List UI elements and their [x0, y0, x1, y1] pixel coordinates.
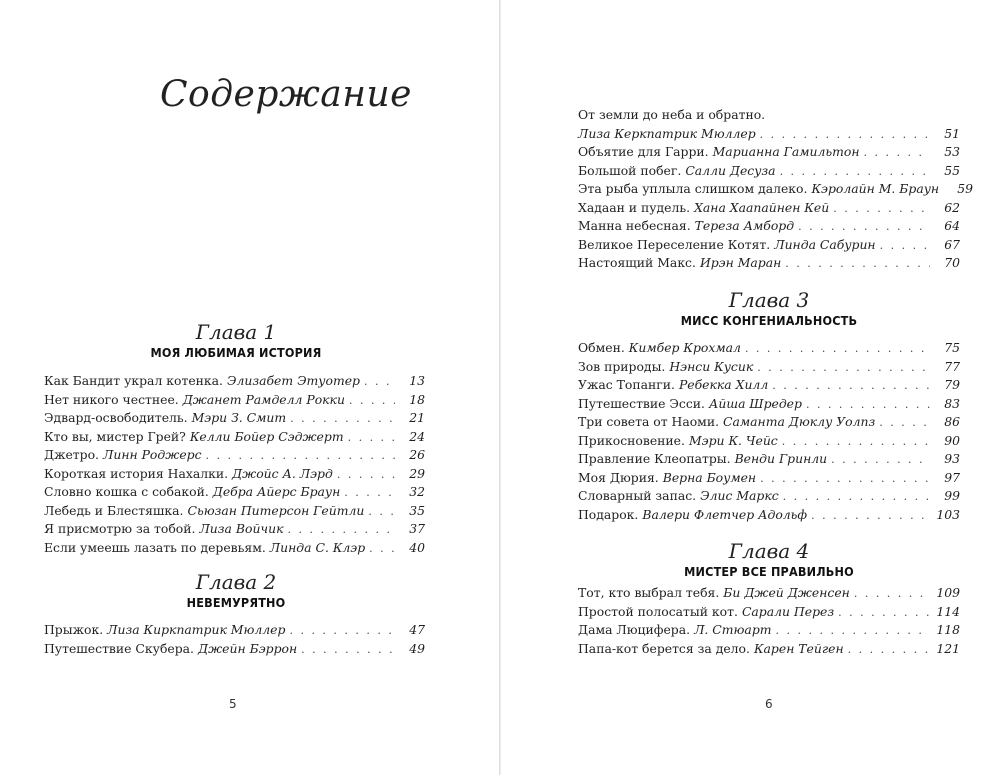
leader-dots [848, 641, 930, 660]
entry-title: Зов природы. [578, 358, 666, 374]
chapter-3-entries [578, 339, 960, 524]
leader-dots [348, 429, 395, 448]
entry-page: 118 [936, 622, 960, 637]
toc-entry [578, 217, 960, 236]
entry-author: Л. Стюарт [694, 622, 772, 637]
entry-page: 109 [936, 585, 960, 600]
entry-page: 29 [409, 465, 425, 481]
toc-entry [578, 640, 960, 659]
toc-entry [44, 446, 425, 465]
entry-author: Линда Сабурин [774, 236, 876, 252]
chapter-number: Глава 1 [195, 320, 277, 344]
leader-dots [364, 373, 395, 392]
leader-dots [833, 200, 930, 219]
chapter-1-entries [44, 372, 425, 557]
toc-entry [578, 358, 960, 377]
entry-author: Ирэн Маран [699, 255, 782, 270]
entry-title: Большой побег. [578, 162, 682, 178]
entry-title: Кто вы, мистер Грей? [44, 428, 186, 444]
entry-author: Сьюзан Питерсон Гейтли [187, 502, 365, 518]
entry-author: Нэнси Кусик [669, 358, 754, 374]
entry-author: Элис Маркс [700, 488, 779, 503]
entry-title: Ужас Топанги. [578, 377, 675, 392]
entry-author: Джойс А. Лэрд [232, 465, 333, 481]
toc-entry [578, 395, 960, 414]
entry-author: Марианна Гамильтон [712, 144, 860, 159]
entry-title: Настоящий Макс. [578, 255, 696, 270]
entry-author: Кимбер Крохмал [628, 340, 741, 355]
toc-entry [578, 143, 960, 162]
entry-title: Подарок. [578, 506, 639, 522]
page-number-left: 5 [229, 697, 237, 711]
entry-title: Объятие для Гарри. [578, 144, 709, 159]
entry-title: Путешествие Скубера. [44, 640, 195, 656]
contents-title: Содержание [160, 74, 412, 115]
entry-author: Линда С. Клэр [269, 539, 366, 555]
toc-entry [44, 483, 425, 502]
entry-author: Верна Боумен [662, 469, 757, 485]
entry-page: 77 [944, 358, 960, 374]
continued-story-title: От земли до неба и обратно. [578, 107, 766, 122]
left-page [0, 0, 499, 775]
toc-entry [578, 469, 960, 488]
toc-entry [578, 621, 960, 640]
entry-page: 40 [409, 539, 425, 555]
entry-author: Джанет Рамделл Рокки [182, 391, 345, 407]
leader-dots [288, 521, 395, 540]
entry-page: 79 [944, 377, 960, 392]
entry-author: Дебра Айерс Браун [212, 484, 341, 499]
entry-title: Если умеешь лазать по деревьям. [44, 539, 266, 555]
entry-page: 59 [957, 181, 974, 196]
entry-author: Валери Флетчер Адольф [642, 506, 808, 522]
entry-page: 67 [944, 236, 960, 252]
entry-author: Тереза Амборд [694, 218, 795, 233]
toc-entry [44, 640, 425, 659]
chapter-title: МОЯ ЛЮБИМАЯ ИСТОРИЯ [150, 345, 322, 360]
leader-dots [782, 433, 930, 452]
leader-dots [806, 396, 930, 415]
leader-dots [369, 540, 395, 559]
chapter-title: МИСТЕР ВСЕ ПРАВИЛЬНО [684, 564, 854, 579]
entry-page: 93 [944, 451, 960, 466]
chapter-number: Глава 4 [728, 539, 810, 563]
leader-dots [879, 414, 930, 433]
entry-title: Простой полосатый кот. [578, 603, 738, 619]
entry-title: Словарный запас. [578, 488, 697, 503]
continued-entries [578, 106, 974, 273]
chapter-title: МИСС КОНГЕНИАЛЬНОСТЬ [680, 313, 858, 328]
toc-entry [44, 520, 425, 539]
leader-dots [289, 622, 395, 641]
toc-entry [44, 372, 425, 391]
entry-author: Мэри З. Смит [191, 410, 287, 425]
entry-title: Дама Люцифера. [578, 622, 691, 637]
entry-title: Лебедь и Блестяшка. [44, 502, 184, 518]
entry-page: 75 [944, 340, 960, 355]
right-page [501, 0, 1000, 775]
entry-title: Три совета от Наоми. [578, 414, 720, 429]
leader-dots [838, 604, 930, 623]
entry-title: Эдвард-освободитель. [44, 410, 188, 425]
entry-page: 62 [944, 199, 960, 215]
entry-page: 53 [944, 144, 960, 159]
entry-title: Джетро. [44, 447, 99, 462]
toc-entry [578, 413, 960, 432]
entry-title: Эта рыба уплыла слишком далеко. [578, 181, 808, 196]
entry-page: 13 [409, 373, 425, 388]
leader-dots [344, 484, 395, 503]
entry-author: Ребекка Хилл [678, 377, 769, 392]
toc-entry [44, 465, 425, 484]
toc-entry [44, 621, 425, 640]
entry-page: 35 [409, 502, 425, 518]
chapter-title: НЕВЕМУРЯТНО [186, 595, 286, 610]
leader-dots [760, 470, 930, 489]
entry-author: Би Джей Дженсен [723, 585, 850, 600]
toc-entry [578, 603, 960, 622]
leader-dots [337, 466, 395, 485]
leader-dots [798, 218, 930, 237]
leader-dots [811, 507, 930, 526]
chapter-4-heading [609, 539, 929, 581]
leader-dots [831, 451, 930, 470]
toc-entry [578, 450, 960, 469]
entry-title: Великое Переселение Котят. [578, 236, 771, 252]
toc-entry [44, 391, 425, 410]
entry-author: Айша Шредер [709, 395, 802, 411]
entry-title: Прыжок. [44, 622, 104, 637]
leader-dots [349, 392, 395, 411]
entry-title: Нет никого честнее. [44, 391, 179, 407]
entry-author: Лиза Керкпатрик Мюллер [578, 125, 756, 141]
toc-entry [578, 180, 974, 199]
leader-dots [783, 488, 930, 507]
chapter-number: Глава 3 [728, 288, 810, 312]
toc-entry [578, 432, 960, 451]
leader-dots [301, 641, 395, 660]
chapter-3-heading [609, 288, 929, 330]
entry-title: Моя Дюрия. [578, 469, 659, 485]
entry-page: 86 [944, 414, 960, 429]
entry-author: Сарали Перез [741, 603, 835, 619]
entry-page: 49 [409, 640, 425, 656]
entry-title: Манна небесная. [578, 218, 691, 233]
entry-page: 21 [409, 410, 425, 425]
entry-page: 97 [944, 469, 960, 485]
toc-entry [578, 339, 960, 358]
entry-author: Элизабет Этуотер [226, 373, 360, 388]
toc-entry [578, 487, 960, 506]
entry-page: 37 [409, 521, 425, 536]
leader-dots [780, 163, 930, 182]
toc-entry [578, 506, 960, 525]
toc-entry [44, 409, 425, 428]
entry-page: 70 [944, 255, 960, 270]
entry-page: 24 [409, 428, 425, 444]
entry-page: 114 [936, 603, 960, 619]
toc-entry [578, 376, 960, 395]
entry-page: 83 [944, 395, 960, 411]
entry-page: 103 [936, 506, 960, 522]
toc-entry [578, 254, 960, 273]
toc-entry [44, 502, 425, 521]
leader-dots [206, 447, 395, 466]
toc-entry [578, 236, 960, 255]
entry-author: Саманта Дюклу Уолпз [723, 414, 876, 429]
chapter-4-entries [578, 584, 960, 658]
leader-dots [760, 126, 930, 145]
entry-author: Салли Десуза [685, 162, 776, 178]
chapter-2-entries [44, 621, 425, 658]
leader-dots [776, 622, 930, 641]
toc-entry [44, 428, 425, 447]
leader-dots [880, 237, 930, 256]
leader-dots [864, 144, 931, 163]
entry-author: Келли Бойер Сэджерт [189, 428, 344, 444]
entry-title: Тот, кто выбрал тебя. [578, 585, 720, 600]
entry-title: Я присмотрю за тобой. [44, 521, 196, 536]
leader-dots [772, 377, 930, 396]
entry-author: Венди Гринли [734, 451, 828, 466]
toc-entry [44, 539, 425, 558]
continued-entry-list [578, 143, 974, 273]
entry-author: Джейн Бэррон [198, 640, 298, 656]
entry-page: 99 [944, 488, 960, 503]
entry-page: 64 [944, 218, 960, 233]
toc-entry [578, 162, 960, 181]
entry-title: Словно кошка с собакой. [44, 484, 209, 499]
entry-author: Хана Хаапайнен Кей [694, 199, 830, 215]
leader-dots [745, 340, 930, 359]
chapter-1-heading [76, 320, 396, 362]
entry-title: Путешествие Эсси. [578, 395, 705, 411]
entry-title: Правление Клеопатры. [578, 451, 731, 466]
entry-author: Карен Тейген [753, 640, 844, 656]
toc-entry [578, 584, 960, 603]
entry-author: Лиза Киркпатрик Мюллер [107, 622, 286, 637]
entry-author: Кэролайн М. Браун [811, 181, 940, 196]
page-number-right: 6 [765, 697, 773, 711]
chapter-number: Глава 2 [195, 570, 277, 594]
entry-title: Папа-кот берется за дело. [578, 640, 750, 656]
entry-author: Линн Роджерс [103, 447, 202, 462]
leader-dots [854, 585, 930, 604]
entry-page: 32 [409, 484, 425, 499]
entry-page: 121 [936, 640, 960, 656]
entry-author: Мэри К. Чейс [688, 432, 778, 448]
entry-page: 26 [409, 447, 425, 462]
leader-dots [757, 359, 930, 378]
entry-title: Хадаан и пудель. [578, 199, 691, 215]
leader-dots [290, 410, 395, 429]
entry-page: 51 [944, 125, 960, 141]
leader-dots [368, 503, 395, 522]
entry-page: 55 [944, 162, 960, 178]
chapter-2-heading [76, 570, 396, 612]
entry-page: 18 [409, 391, 425, 407]
entry-author: Лиза Войчик [199, 521, 284, 536]
toc-entry [578, 199, 960, 218]
entry-title: Короткая история Нахалки. [44, 465, 229, 481]
entry-page: 90 [944, 432, 960, 448]
toc-entry [578, 125, 960, 144]
entry-title: Обмен. [578, 340, 625, 355]
leader-dots [785, 255, 930, 274]
entry-page: 47 [409, 622, 425, 637]
entry-title: Как Бандит украл котенка. [44, 373, 223, 388]
entry-title: Прикосновение. [578, 432, 685, 448]
